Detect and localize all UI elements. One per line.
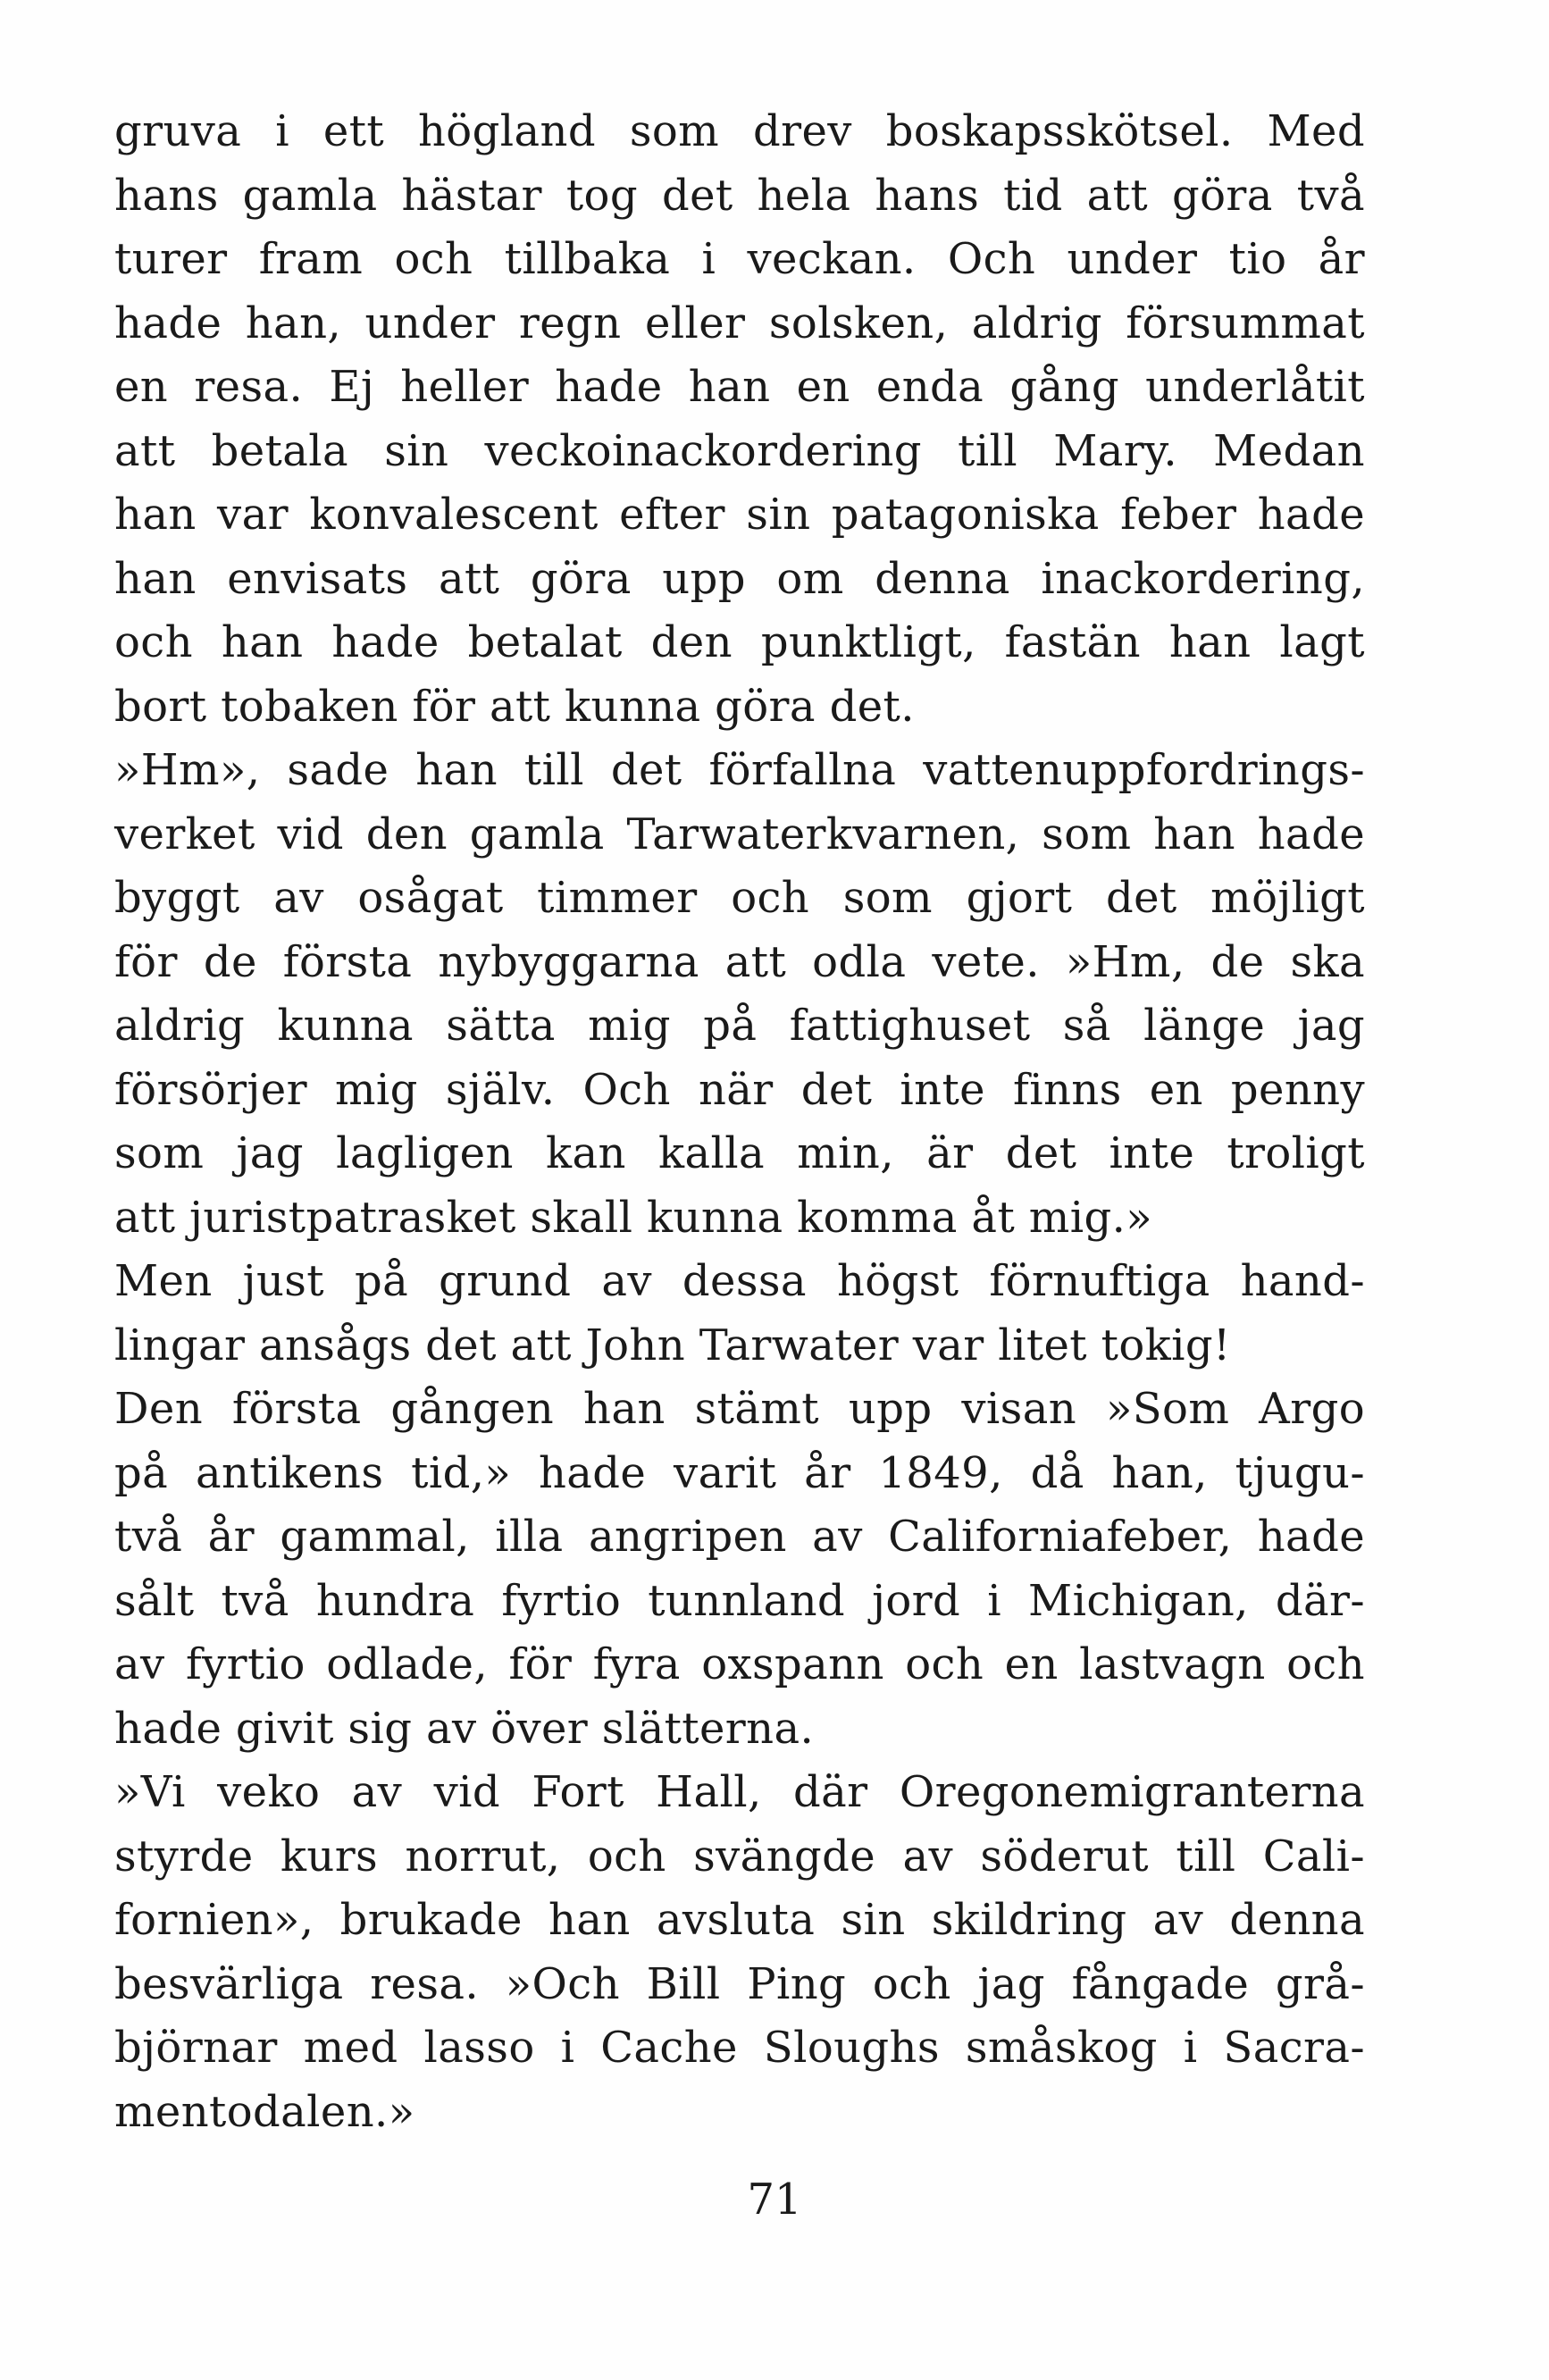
text-line: mentodalen.» xyxy=(114,2086,415,2137)
text-line: verket vid den gamla Tarwaterkvarnen, som han hade xyxy=(114,809,1365,859)
text-line: lingar ansågs det att John Tarwater var litet tokig! xyxy=(114,1320,1231,1370)
text-line: björnar med lasso i Cache Sloughs småskog i Sacra- xyxy=(114,2023,1365,2073)
text-line: sålt två hundra fyrtio tunnland jord i Michigan, där- xyxy=(114,1575,1365,1626)
text-line: och han hade betalat den punktligt, fastän han lagt xyxy=(114,617,1365,667)
body-text xyxy=(114,100,1365,2144)
text-line: två år gammal, illa angripen av Californiafeber, hade xyxy=(114,1512,1365,1562)
text-line: han var konvalescent efter sin patagoniska feber hade xyxy=(114,490,1365,540)
text-line: försörjer mig själv. Och när det inte finns en penny xyxy=(114,1064,1365,1115)
text-line: Den första gången han stämt upp visan »Som Argo xyxy=(114,1384,1365,1434)
text-line: aldrig kunna sätta mig på fattighuset så länge jag xyxy=(114,1001,1365,1051)
text-line: bort tobaken för att kunna göra det. xyxy=(114,681,915,732)
text-line: Men just på grund av dessa högst förnuftiga hand- xyxy=(114,1256,1365,1306)
text-line: »Vi veko av vid Fort Hall, där Oregonemigranterna xyxy=(114,1767,1365,1817)
text-line: »Hm», sade han till det förfallna vattenuppfordrings- xyxy=(114,745,1365,795)
page-number: 71 xyxy=(747,2175,802,2225)
text-line: en resa. Ej heller hade han en enda gång underlåtit xyxy=(114,362,1365,412)
text-line: gruva i ett högland som drev boskapsskötsel. Med xyxy=(114,106,1365,156)
text-line: för de första nybyggarna att odla vete. »Hm, de ska xyxy=(114,936,1365,987)
text-line: på antikens tid,» hade varit år 1849, då han, tjugu- xyxy=(114,1447,1365,1498)
text-line: av fyrtio odlade, för fyra oxspann och en lastvagn och xyxy=(114,1639,1365,1689)
text-line: hade han, under regn eller solsken, aldrig försummat xyxy=(114,298,1365,348)
text-line: turer fram och tillbaka i veckan. Och under tio år xyxy=(114,234,1365,284)
text-line: besvärliga resa. »Och Bill Ping och jag fångade grå- xyxy=(114,1958,1365,2009)
text-line: hans gamla hästar tog det hela hans tid att göra två xyxy=(114,170,1365,221)
text-line: han envisats att göra upp om denna inackordering, xyxy=(114,553,1365,604)
text-line: att betala sin veckoinackordering till Mary. Medan xyxy=(114,425,1365,476)
text-line: hade givit sig av över slätterna. xyxy=(114,1703,815,1754)
text-line: byggt av osågat timmer och som gjort det möjligt xyxy=(114,873,1365,923)
text-line: att juristpatrasket skall kunna komma åt mig.» xyxy=(114,1192,1153,1243)
text-line: som jag lagligen kan kalla min, är det inte troligt xyxy=(114,1128,1365,1178)
text-line: styrde kurs norrut, och svängde av söderut till Cali- xyxy=(114,1831,1365,1881)
text-line: fornien», brukade han avsluta sin skildring av denna xyxy=(114,1895,1365,1945)
